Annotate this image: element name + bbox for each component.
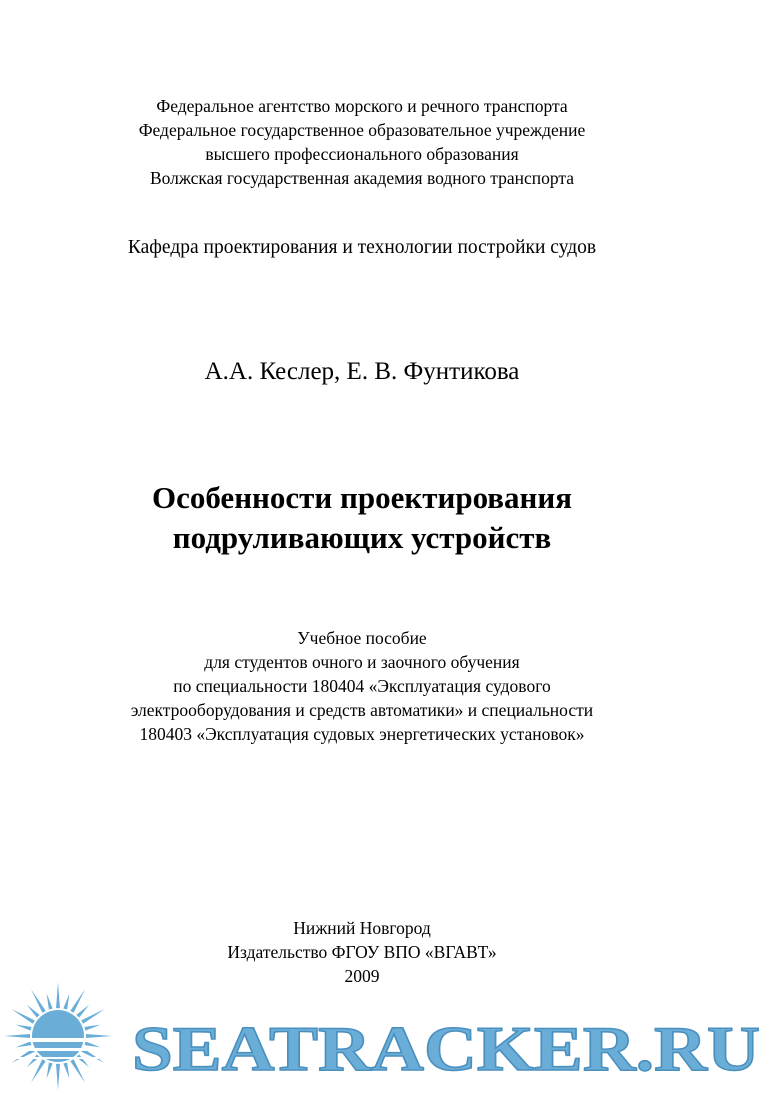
book-title-line: Особенности проектирования xyxy=(151,480,573,515)
sun-ray xyxy=(56,982,60,1008)
sun-ray xyxy=(86,1034,112,1038)
sun-ray xyxy=(63,1062,69,1078)
description-line: 180403 «Эксплуатация судовых энергетических установок» xyxy=(139,724,585,744)
sun-ray xyxy=(27,1054,40,1067)
sun-ray xyxy=(47,993,53,1009)
sun-ray xyxy=(70,1059,85,1083)
sun-ray xyxy=(70,989,85,1013)
book-title-line: подруливающих устройств xyxy=(172,520,552,555)
sun-ray xyxy=(31,989,46,1013)
authors: А.А. Кеслер, Е. В. Фунтикова xyxy=(204,358,520,385)
sun-icon xyxy=(0,982,120,1090)
description-line: по специальности 180404 «Эксплуатация судового xyxy=(173,676,551,696)
sun-ray xyxy=(4,1034,30,1038)
book-description xyxy=(0,626,724,746)
organization-line: Волжская государственная академия водного транспорта xyxy=(149,168,575,188)
sun-ray xyxy=(76,1005,89,1018)
sun-ray xyxy=(81,1009,105,1024)
department: Кафедра проектирования и технологии постройки судов xyxy=(127,237,597,258)
description-line: для студентов очного и заочного обучения xyxy=(204,652,520,672)
sun-ray xyxy=(31,1059,46,1083)
watermark-text: SEATRACKER.RU xyxy=(132,1013,760,1084)
sun-ray xyxy=(63,993,69,1009)
imprint xyxy=(0,916,724,988)
book-title xyxy=(0,478,724,558)
sun-ray xyxy=(27,1005,40,1018)
sun-ray xyxy=(76,1054,89,1067)
organization-line: Федеральное государственное образовательное учреждение xyxy=(138,120,586,140)
description-line: электрооборудования и средств автоматики» и специальности xyxy=(130,700,594,720)
imprint-publisher: Издательство ФГОУ ВПО «ВГАВТ» xyxy=(227,942,497,962)
organization-line: Федеральное агентство морского и речного транспорта xyxy=(156,96,568,116)
sun-ray xyxy=(84,1041,100,1047)
description-line: Учебное пособие xyxy=(297,628,427,648)
organization-header xyxy=(0,94,724,190)
organization-line: высшего профессионального образования xyxy=(205,144,519,164)
imprint-city: Нижний Новгород xyxy=(293,918,431,938)
sun-ray xyxy=(15,1041,31,1047)
sun-ray xyxy=(56,1064,60,1090)
sun-ray xyxy=(11,1009,35,1024)
sun-ray xyxy=(84,1025,100,1031)
imprint-year: 2009 xyxy=(344,966,380,986)
sun-ray xyxy=(47,1062,53,1078)
watermark xyxy=(0,980,772,1096)
sun-ray xyxy=(15,1025,31,1031)
